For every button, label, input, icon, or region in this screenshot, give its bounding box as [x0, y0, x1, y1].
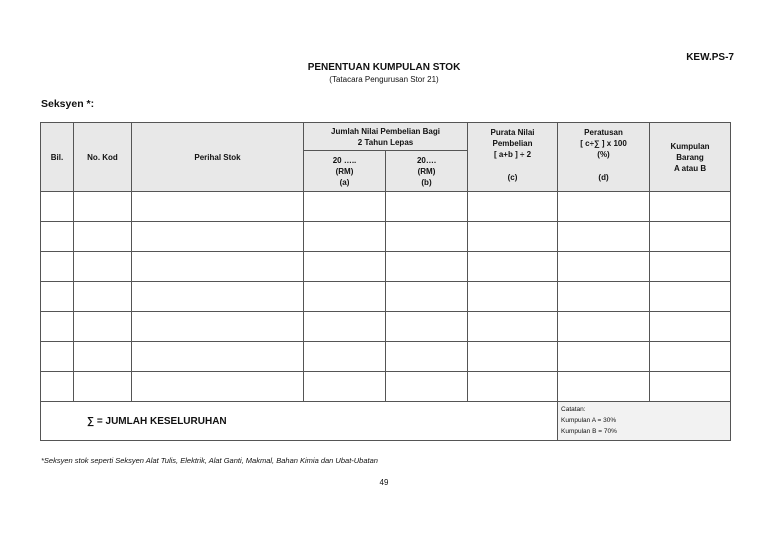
cell-kumpulan[interactable]	[650, 312, 731, 342]
cell-bil[interactable]	[41, 342, 74, 372]
note-group-b: Kumpulan B = 70%	[561, 428, 617, 435]
cell-year-a[interactable]	[304, 192, 386, 222]
cell-bil[interactable]	[41, 222, 74, 252]
header-no-kod: No. Kod	[74, 123, 132, 192]
cell-bil[interactable]	[41, 372, 74, 402]
stock-group-table	[40, 122, 731, 441]
cell-year-b[interactable]	[386, 192, 468, 222]
note-title: Catatan:	[561, 406, 586, 413]
cell-year-b[interactable]	[386, 222, 468, 252]
table-row	[41, 342, 731, 372]
cell-no-kod[interactable]	[74, 372, 132, 402]
cell-bil[interactable]	[41, 282, 74, 312]
cell-year-b[interactable]	[386, 372, 468, 402]
note-box	[558, 402, 731, 441]
cell-peratusan[interactable]	[558, 222, 650, 252]
cell-no-kod[interactable]	[74, 342, 132, 372]
cell-bil[interactable]	[41, 252, 74, 282]
cell-purata[interactable]	[468, 282, 558, 312]
cell-perihal[interactable]	[132, 252, 304, 282]
note-group-a: Kumpulan A = 30%	[561, 417, 617, 424]
cell-year-b[interactable]	[386, 312, 468, 342]
cell-bil[interactable]	[41, 312, 74, 342]
cell-peratusan[interactable]	[558, 192, 650, 222]
header-jumlah-nilai: Jumlah Nilai Pembelian Bagi 2 Tahun Lepas	[304, 123, 468, 151]
cell-bil[interactable]	[41, 192, 74, 222]
table-row	[41, 282, 731, 312]
cell-purata[interactable]	[468, 342, 558, 372]
section-label: Seksyen *:	[41, 98, 95, 110]
page-number: 49	[379, 478, 389, 487]
cell-year-a[interactable]	[304, 372, 386, 402]
cell-peratusan[interactable]	[558, 282, 650, 312]
total-label: ∑ = JUMLAH KESELURUHAN	[41, 402, 558, 441]
cell-year-b[interactable]	[386, 282, 468, 312]
cell-kumpulan[interactable]	[650, 252, 731, 282]
cell-no-kod[interactable]	[74, 222, 132, 252]
table-row	[41, 372, 731, 402]
cell-kumpulan[interactable]	[650, 222, 731, 252]
cell-kumpulan[interactable]	[650, 282, 731, 312]
cell-perihal[interactable]	[132, 372, 304, 402]
header-purata-nilai: Purata Nilai Pembelian [ a+b ] ÷ 2 (c)	[468, 123, 558, 192]
table-row	[41, 312, 731, 342]
total-row	[41, 402, 731, 441]
cell-perihal[interactable]	[132, 222, 304, 252]
cell-year-a[interactable]	[304, 342, 386, 372]
cell-no-kod[interactable]	[74, 312, 132, 342]
cell-kumpulan[interactable]	[650, 372, 731, 402]
cell-purata[interactable]	[468, 372, 558, 402]
cell-purata[interactable]	[468, 312, 558, 342]
cell-year-b[interactable]	[386, 342, 468, 372]
header-year-a: 20 ….. (RM) (a)	[304, 151, 386, 192]
cell-year-a[interactable]	[304, 282, 386, 312]
cell-purata[interactable]	[468, 222, 558, 252]
page-title: PENENTUAN KUMPULAN STOK	[307, 62, 461, 73]
header-year-b: 20…. (RM) (b)	[386, 151, 468, 192]
cell-purata[interactable]	[468, 252, 558, 282]
table-row	[41, 192, 731, 222]
cell-no-kod[interactable]	[74, 252, 132, 282]
form-code: KEW.PS-7	[686, 52, 734, 63]
cell-peratusan[interactable]	[558, 342, 650, 372]
cell-year-b[interactable]	[386, 252, 468, 282]
cell-kumpulan[interactable]	[650, 342, 731, 372]
cell-kumpulan[interactable]	[650, 192, 731, 222]
header-kumpulan-barang: Kumpulan Barang A atau B	[650, 123, 731, 192]
cell-purata[interactable]	[468, 192, 558, 222]
cell-perihal[interactable]	[132, 312, 304, 342]
table-row	[41, 222, 731, 252]
header-peratusan: Peratusan [ c÷∑ ] x 100 (%) (d)	[558, 123, 650, 192]
cell-perihal[interactable]	[132, 342, 304, 372]
cell-perihal[interactable]	[132, 192, 304, 222]
cell-year-a[interactable]	[304, 252, 386, 282]
header-bil: Bil.	[41, 123, 74, 192]
cell-year-a[interactable]	[304, 312, 386, 342]
cell-peratusan[interactable]	[558, 372, 650, 402]
cell-perihal[interactable]	[132, 282, 304, 312]
table-row	[41, 252, 731, 282]
cell-no-kod[interactable]	[74, 282, 132, 312]
header-perihal-stok: Perihal Stok	[132, 123, 304, 192]
footnote: *Seksyen stok seperti Seksyen Alat Tulis, Elektrik, Alat Ganti, Makmal, Bahan Kimia dan Ubat-Ubatan	[41, 456, 378, 465]
cell-peratusan[interactable]	[558, 252, 650, 282]
cell-peratusan[interactable]	[558, 312, 650, 342]
page-subtitle: (Tatacara Pengurusan Stor 21)	[329, 75, 439, 84]
cell-no-kod[interactable]	[74, 192, 132, 222]
cell-year-a[interactable]	[304, 222, 386, 252]
